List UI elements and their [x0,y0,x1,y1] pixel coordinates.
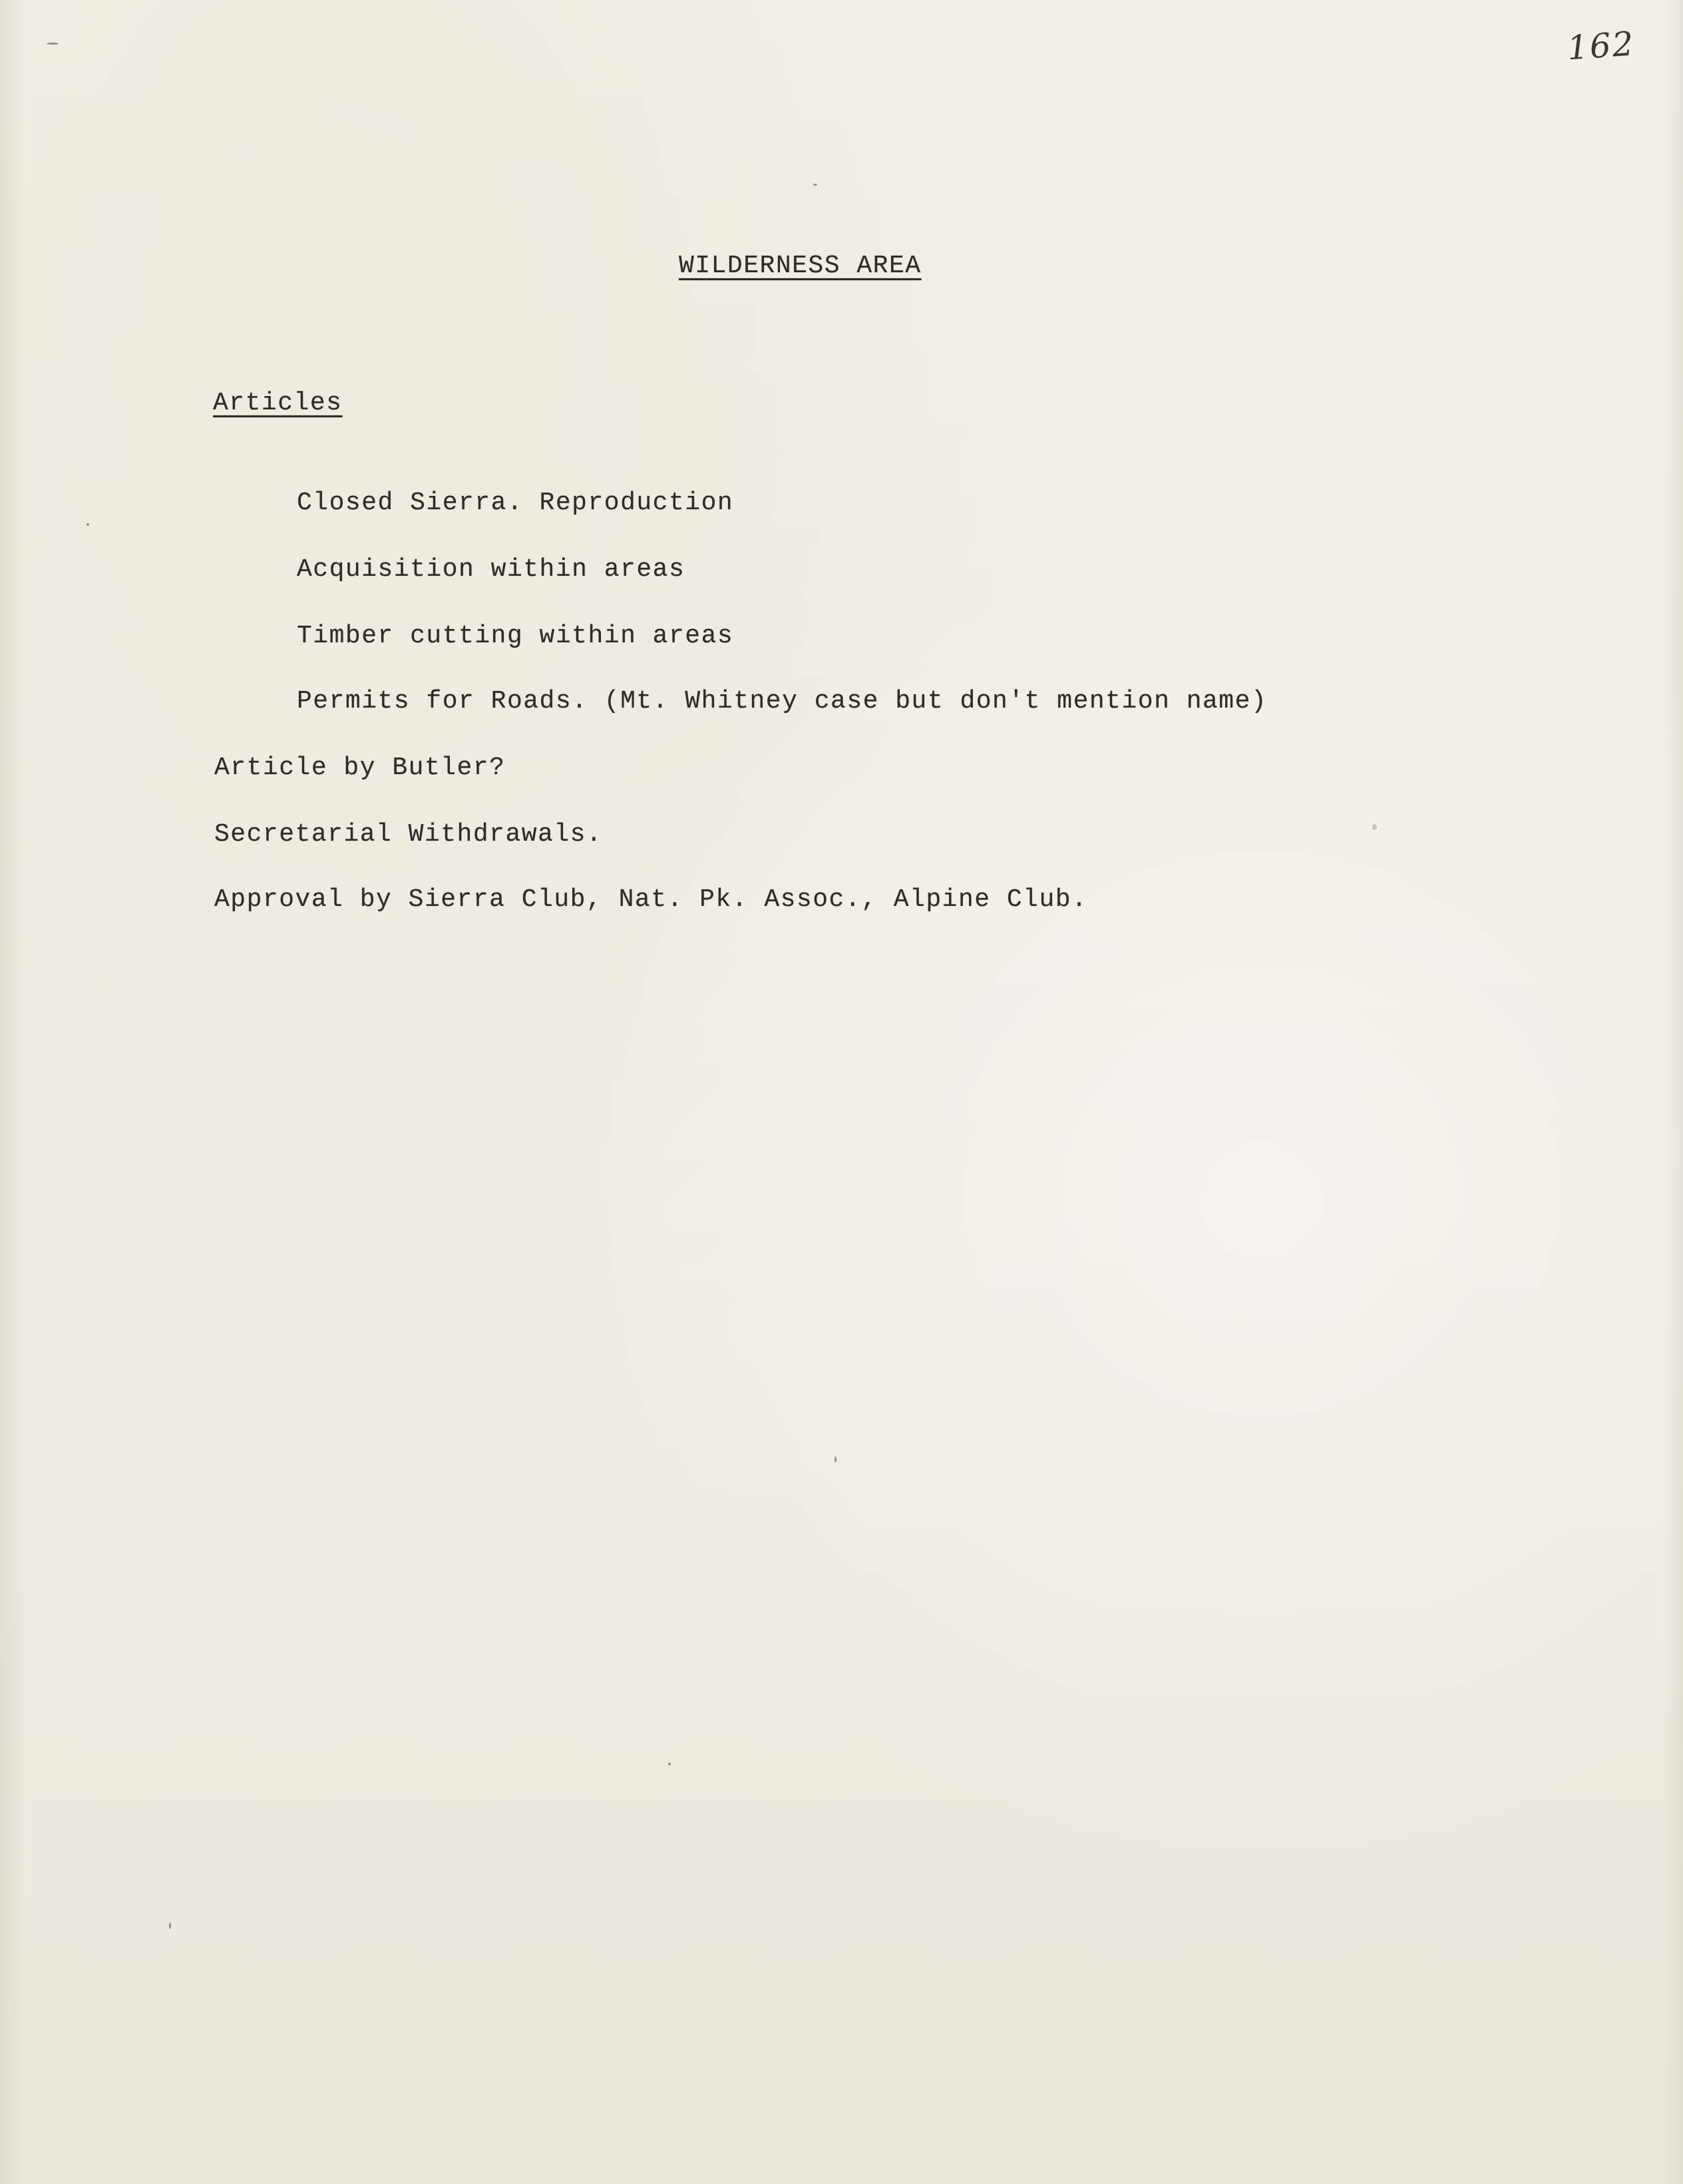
list-item: Closed Sierra. Reproduction [297,489,734,517]
paper-speck [1372,824,1377,830]
list-item: Approval by Sierra Club, Nat. Pk. Assoc., Alpine Club. [214,885,1088,914]
list-item: Permits for Roads. (Mt. Whitney case but don't mention name) [297,687,1268,716]
list-item: Acquisition within areas [297,555,685,584]
list-item: Secretarial Withdrawals. [214,820,603,849]
document-title: WILDERNESS AREA [679,252,922,280]
paper-speck [47,43,59,45]
paper-speck [835,1456,837,1462]
paper-speck [668,1763,671,1765]
paper-speck [813,184,817,186]
paper-speck [169,1922,171,1929]
page-number: 162 [1566,24,1636,68]
list-item: Timber cutting within areas [297,622,734,650]
paper-speck [87,523,89,526]
list-item: Article by Butler? [214,754,506,782]
section-heading: Articles [213,389,343,417]
